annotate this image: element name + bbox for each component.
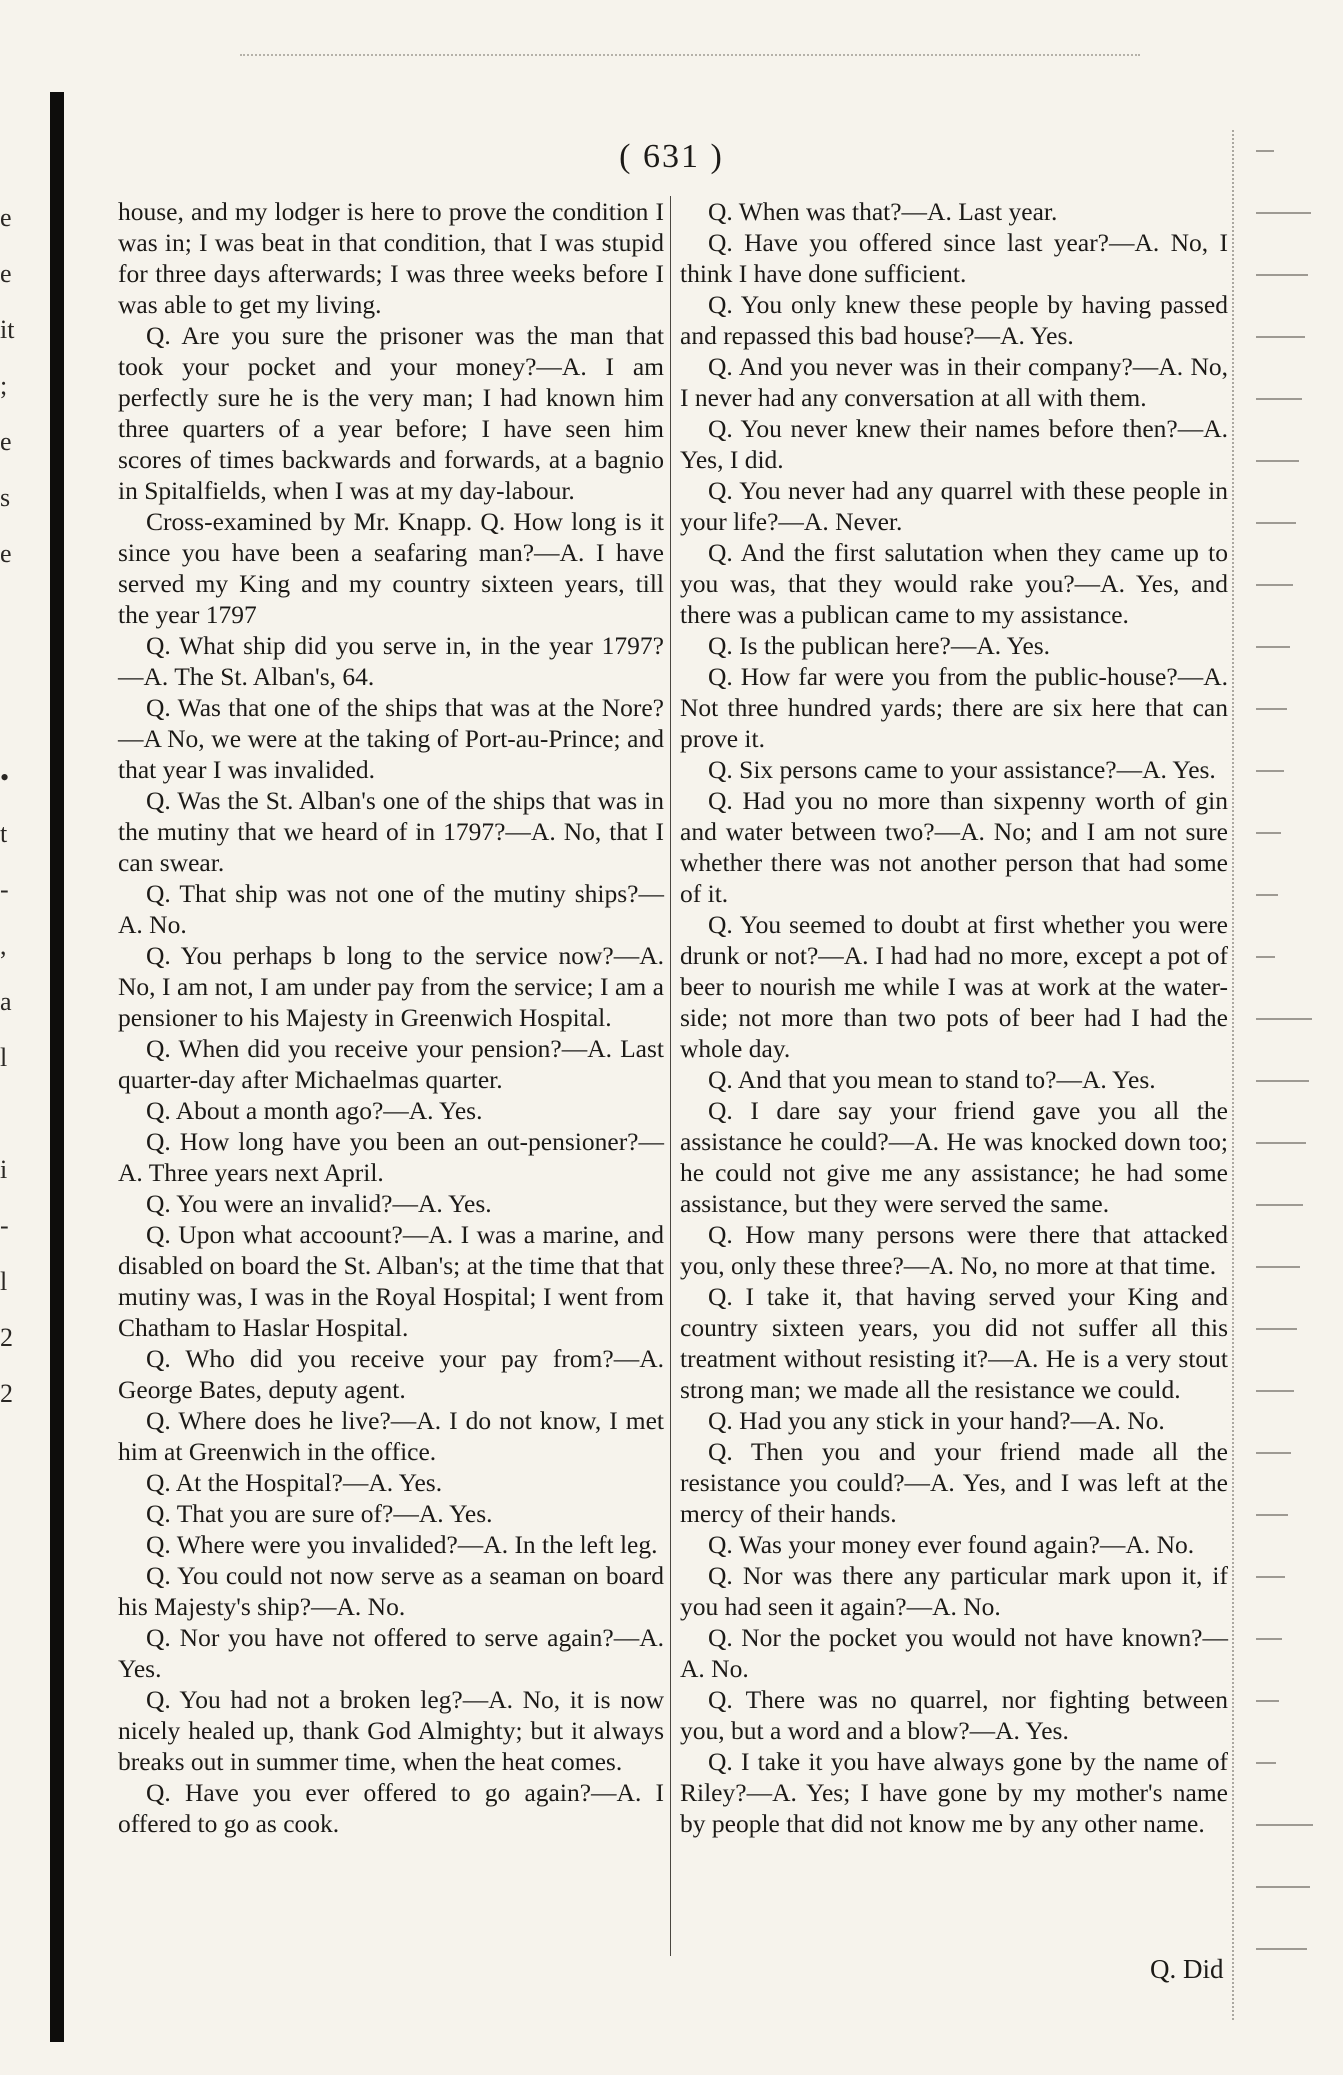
paragraph: Q. And the first salutation when they came up to you was, that they would rake you?—A. Yes, and there was a publican came to my assistance. <box>680 538 1228 629</box>
margin-fragment: e <box>0 539 12 568</box>
paragraph: Q. I dare say your friend gave you all the assistance he could?—A. He was knocked down too; he could not give me any assistance; he had some assistance, but they were served the same. <box>680 1096 1228 1218</box>
column-divider <box>670 196 671 1956</box>
paragraph: Q. And you never was in their company?—A. No, I never had any conversation at all with them. <box>680 352 1228 412</box>
margin-fragment: , <box>0 931 7 960</box>
paragraph: Q. When was that?—A. Last year. <box>708 197 1058 226</box>
paragraph: Q. Who did you receive your pay from?—A. George Bates, deputy agent. <box>118 1344 664 1404</box>
edge-tick <box>1256 1142 1306 1144</box>
edge-tick <box>1256 1514 1288 1516</box>
paragraph: Q. That ship was not one of the mutiny ships?—A. No. <box>118 879 664 939</box>
paragraph: Q. Six persons came to your assistance?—A. Yes. <box>708 755 1216 784</box>
paragraph: Q. I take it, that having served your King and country sixteen years, you did not suffer all this treatment without resisting it?—A. He is a very stout strong man; we made all the resistance we could. <box>680 1282 1228 1404</box>
paragraph: Q. How far were you from the public-house?—A. Not three hundred yards; there are six here that can prove it. <box>680 662 1228 753</box>
margin-fragment: 2 <box>0 1379 13 1408</box>
margin-fragment: 2 <box>0 1323 13 1352</box>
paragraph: Q. Where were you invalided?—A. In the left leg. <box>146 1530 658 1559</box>
page-number: ( 631 ) <box>619 138 724 175</box>
edge-tick <box>1256 1080 1309 1082</box>
edge-tick <box>1256 708 1287 710</box>
paragraph: Q. Have you offered since last year?—A. No, I think I have done sufficient. <box>680 228 1228 288</box>
paragraph: Q. Nor you have not offered to serve again?—A. Yes. <box>118 1623 664 1683</box>
paragraph: Q. Had you any stick in your hand?—A. No. <box>708 1406 1165 1435</box>
catchword: Q. Did <box>1150 1954 1224 1984</box>
paragraph: Q. How many persons were there that attacked you, only these three?—A. No, no more at that time. <box>680 1220 1228 1280</box>
right-column <box>680 196 1228 1839</box>
paragraph: Q. You only knew these people by having passed and repassed this bad house?—A. Yes. <box>680 290 1228 350</box>
binding-edge <box>50 92 64 2042</box>
paragraph: Q. At the Hospital?—A. Yes. <box>146 1468 443 1497</box>
paragraph: Q. About a month ago?—A. Yes. <box>146 1096 483 1125</box>
paragraph: Q. Nor was there any particular mark upon it, if you had seen it again?—A. No. <box>680 1561 1228 1621</box>
paragraph: house, and my lodger is here to prove the condition I was in; I was beat in that condition, that I was stupid for three days afterwards; I was three weeks before I was able to get my living. <box>118 197 664 319</box>
edge-tick <box>1256 894 1278 896</box>
paragraph: Q. How long have you been an out-pensioner?—A. Three years next April. <box>118 1127 664 1187</box>
paragraph: Q. And that you mean to stand to?—A. Yes. <box>708 1065 1156 1094</box>
margin-fragment: ; <box>0 371 8 400</box>
edge-tick <box>1256 584 1293 586</box>
edge-tick <box>1256 522 1296 524</box>
paragraph: Q. Are you sure the prisoner was the man that took your pocket and your money?—A. I am perfectly sure he is the very man; I had known him three quarters of a year before; I have seen him scores of times backwards and forwards, at a bagnio in Spitalfields, when I was at my day-labour. <box>118 321 664 505</box>
margin-fragment <box>0 582 48 638</box>
paragraph: Q. Was the St. Alban's one of the ships that was in the mutiny that we heard of in 1797?—A. No, that I can swear. <box>118 786 664 877</box>
edge-tick <box>1256 956 1275 958</box>
margin-fragment: s <box>0 483 11 512</box>
edge-tick <box>1256 336 1305 338</box>
edge-tick <box>1256 398 1302 400</box>
margin-fragment <box>0 638 48 694</box>
paragraph: Q. Where does he live?—A. I do not know, I met him at Greenwich in the office. <box>118 1406 664 1466</box>
paragraph: Q. You were an invalid?—A. Yes. <box>146 1189 492 1218</box>
edge-tick <box>1256 1018 1312 1020</box>
margin-fragment <box>0 1086 48 1142</box>
margin-fragment <box>0 694 48 750</box>
edge-tick <box>1256 274 1308 276</box>
edge-tick <box>1256 1824 1313 1826</box>
edge-tick <box>1256 1948 1307 1950</box>
edge-tick <box>1256 460 1299 462</box>
edge-tick <box>1256 1576 1285 1578</box>
margin-fragment: i <box>0 1155 8 1184</box>
edge-tick <box>1256 212 1311 214</box>
paragraph: Q. That you are sure of?—A. Yes. <box>146 1499 493 1528</box>
edge-tick <box>1256 1452 1291 1454</box>
margin-fragment: it <box>0 315 15 344</box>
margin-fragment: a <box>0 987 12 1016</box>
paragraph: Q. You could not now serve as a seaman on board his Majesty's ship?—A. No. <box>118 1561 664 1621</box>
paragraph: Q. There was no quarrel, nor fighting between you, but a word and a blow?—A. Yes. <box>680 1685 1228 1745</box>
edge-tick <box>1256 1762 1276 1764</box>
margin-fragment: - <box>0 875 9 904</box>
edge-tick <box>1256 1266 1300 1268</box>
paragraph: Q. You perhaps b long to the service now?—A. No, I am not, I am under pay from the service; I am a pensioner to his Majesty in Greenwich Hospital. <box>118 941 664 1032</box>
paragraph: Q. Had you no more than sixpenny worth of gin and water between two?—A. No; and I am not sure whether there was not another person that had some of it. <box>680 786 1228 908</box>
paragraph: Q. You never knew their names before then?—A. Yes, I did. <box>680 414 1228 474</box>
paragraph: Q. Was your money ever found again?—A. No. <box>708 1530 1195 1559</box>
margin-fragment: e <box>0 203 12 232</box>
margin-fragment: • <box>0 763 10 792</box>
left-margin-fragments <box>0 190 48 1422</box>
edge-tick <box>1256 1390 1294 1392</box>
margin-fragment: t <box>0 819 8 848</box>
paragraph: Q. Was that one of the ships that was at the Nore?—A No, we were at the taking of Port-au-Prince; and that year I was invalided. <box>118 693 664 784</box>
paragraph: Q. You had not a broken leg?—A. No, it is now nicely healed up, thank God Almighty; but it always breaks out in summer time, when the heat comes. <box>118 1685 664 1776</box>
edge-tick <box>1256 1886 1310 1888</box>
paragraph: Q. You seemed to doubt at first whether you were drunk or not?—A. I had had no more, except a pot of beer to nourish me while I was at work at the water-side; not more than two pots of beer had I had the whole day. <box>680 910 1228 1063</box>
edge-tick <box>1256 646 1290 648</box>
margin-fragment: - <box>0 1211 9 1240</box>
margin-fragment: e <box>0 427 12 456</box>
edge-tick <box>1256 1700 1279 1702</box>
edge-tick <box>1256 1204 1303 1206</box>
paragraph: Q. You never had any quarrel with these people in your life?—A. Never. <box>680 476 1228 536</box>
margin-fragment: l <box>0 1043 8 1072</box>
paragraph: Cross-examined by Mr. Knapp. Q. How long is it since you have been a seafaring man?—A. I have served my King and my country sixteen years, till the year 1797 <box>118 507 664 629</box>
right-edge-artifact <box>1232 130 1324 2020</box>
paragraph: Q. Have you ever offered to go again?—A. I offered to go as cook. <box>118 1778 664 1838</box>
paragraph: Q. What ship did you serve in, in the year 1797?—A. The St. Alban's, 64. <box>118 631 664 691</box>
top-scan-artifact <box>240 54 1140 66</box>
paragraph: Q. Nor the pocket you would not have known?—A. No. <box>680 1623 1228 1683</box>
paragraph: Q. Upon what accoount?—A. I was a marine, and disabled on board the St. Alban's; at the time that that mutiny was, I was in the Royal Hospital; I went from Chatham to Haslar Hospital. <box>118 1220 664 1342</box>
margin-fragment: e <box>0 259 12 288</box>
edge-tick <box>1256 770 1284 772</box>
left-column <box>118 196 664 1839</box>
paragraph: Q. When did you receive your pension?—A. Last quarter-day after Michaelmas quarter. <box>118 1034 664 1094</box>
edge-tick <box>1256 1638 1282 1640</box>
paragraph: Q. I take it you have always gone by the name of Riley?—A. Yes; I have gone by my mother's name by people that did not know me by any other name. <box>680 1747 1228 1838</box>
paragraph: Q. Is the publican here?—A. Yes. <box>708 631 1051 660</box>
edge-tick <box>1256 1328 1297 1330</box>
edge-tick <box>1256 832 1281 834</box>
paragraph: Q. Then you and your friend made all the resistance you could?—A. Yes, and I was left at the mercy of their hands. <box>680 1437 1228 1528</box>
margin-fragment: l <box>0 1267 8 1296</box>
